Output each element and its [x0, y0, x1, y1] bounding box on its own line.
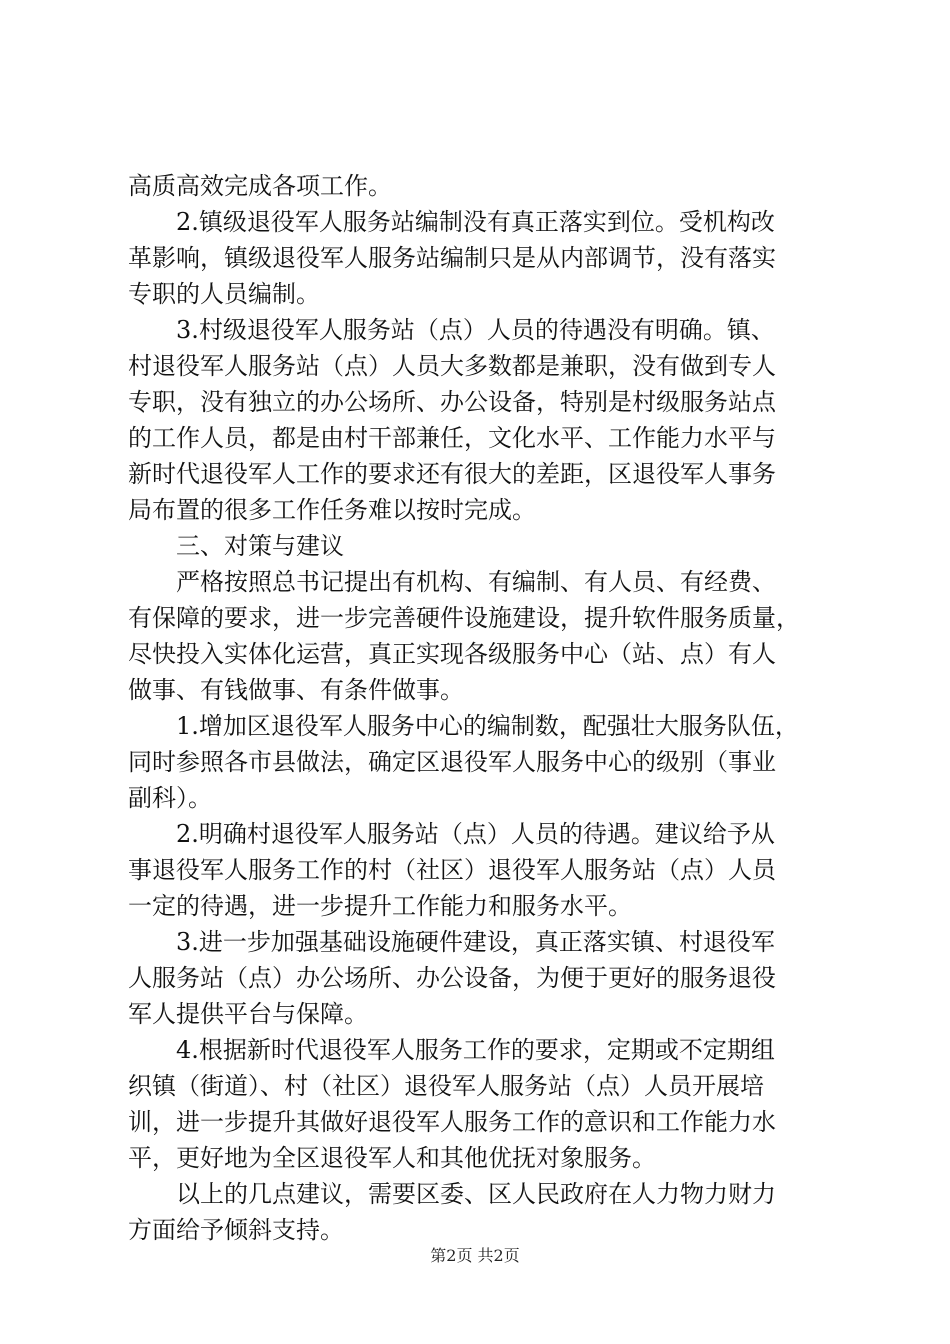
- text-line: 局布置的很多工作任务难以按时完成。: [128, 496, 536, 524]
- text-line: 新时代退役军人工作的要求还有很大的差距，区退役军人事务: [128, 460, 776, 488]
- text-line: 1.增加区退役军人服务中心的编制数，配强壮大服务队伍，: [176, 712, 799, 740]
- text-line: 织镇（街道）、村（社区）退役军人服务站（点）人员开展培: [128, 1072, 764, 1100]
- text-line: 事退役军人服务工作的村（社区）退役军人服务站（点）人员: [128, 856, 776, 884]
- text-line: 专职，没有独立的办公场所、办公设备，特别是村级服务站点: [128, 388, 776, 416]
- text-line: 专职的人员编制。: [128, 280, 320, 308]
- text-line: 平，更好地为全区退役军人和其他优抚对象服务。: [128, 1144, 656, 1172]
- text-line: 做事、有钱做事、有条件做事。: [128, 676, 464, 704]
- text-line: 有保障的要求，进一步完善硬件设施建设，提升软件服务质量，: [128, 604, 800, 632]
- text-line: 高质高效完成各项工作。: [128, 172, 392, 200]
- text-line: 方面给予倾斜支持。: [128, 1216, 344, 1244]
- section-heading: 三、对策与建议: [176, 532, 344, 560]
- text-line: 军人提供平台与保障。: [128, 1000, 368, 1028]
- text-line: 村退役军人服务站（点）人员大多数都是兼职，没有做到专人: [128, 352, 776, 380]
- text-line: 同时参照各市县做法，确定区退役军人服务中心的级别（事业: [128, 748, 776, 776]
- text-line: 尽快投入实体化运营，真正实现各级服务中心（站、点）有人: [128, 640, 776, 668]
- text-line: 3.进一步加强基础设施硬件建设，真正落实镇、村退役军: [176, 928, 775, 956]
- text-line: 2.明确村退役军人服务站（点）人员的待遇。建议给予从: [176, 820, 775, 848]
- text-line: 革影响，镇级退役军人服务站编制只是从内部调节，没有落实: [128, 244, 776, 272]
- text-line: 副科）。: [128, 784, 212, 812]
- text-line: 的工作人员，都是由村干部兼任，文化水平、工作能力水平与: [128, 424, 776, 452]
- page-number-footer: 第2页 共2页: [430, 1246, 520, 1265]
- text-line: 4.根据新时代退役军人服务工作的要求，定期或不定期组: [176, 1036, 775, 1064]
- text-line: 3.村级退役军人服务站（点）人员的待遇没有明确。镇、: [176, 316, 775, 344]
- text-line: 以上的几点建议，需要区委、区人民政府在人力物力财力: [176, 1180, 776, 1208]
- text-line: 严格按照总书记提出有机构、有编制、有人员、有经费、: [176, 568, 776, 596]
- text-line: 训，进一步提升其做好退役军人服务工作的意识和工作能力水: [128, 1108, 776, 1136]
- text-line: 人服务站（点）办公场所、办公设备，为便于更好的服务退役: [128, 964, 776, 992]
- text-line: 一定的待遇，进一步提升工作能力和服务水平。: [128, 892, 632, 920]
- text-line: 2.镇级退役军人服务站编制没有真正落实到位。受机构改: [176, 208, 775, 236]
